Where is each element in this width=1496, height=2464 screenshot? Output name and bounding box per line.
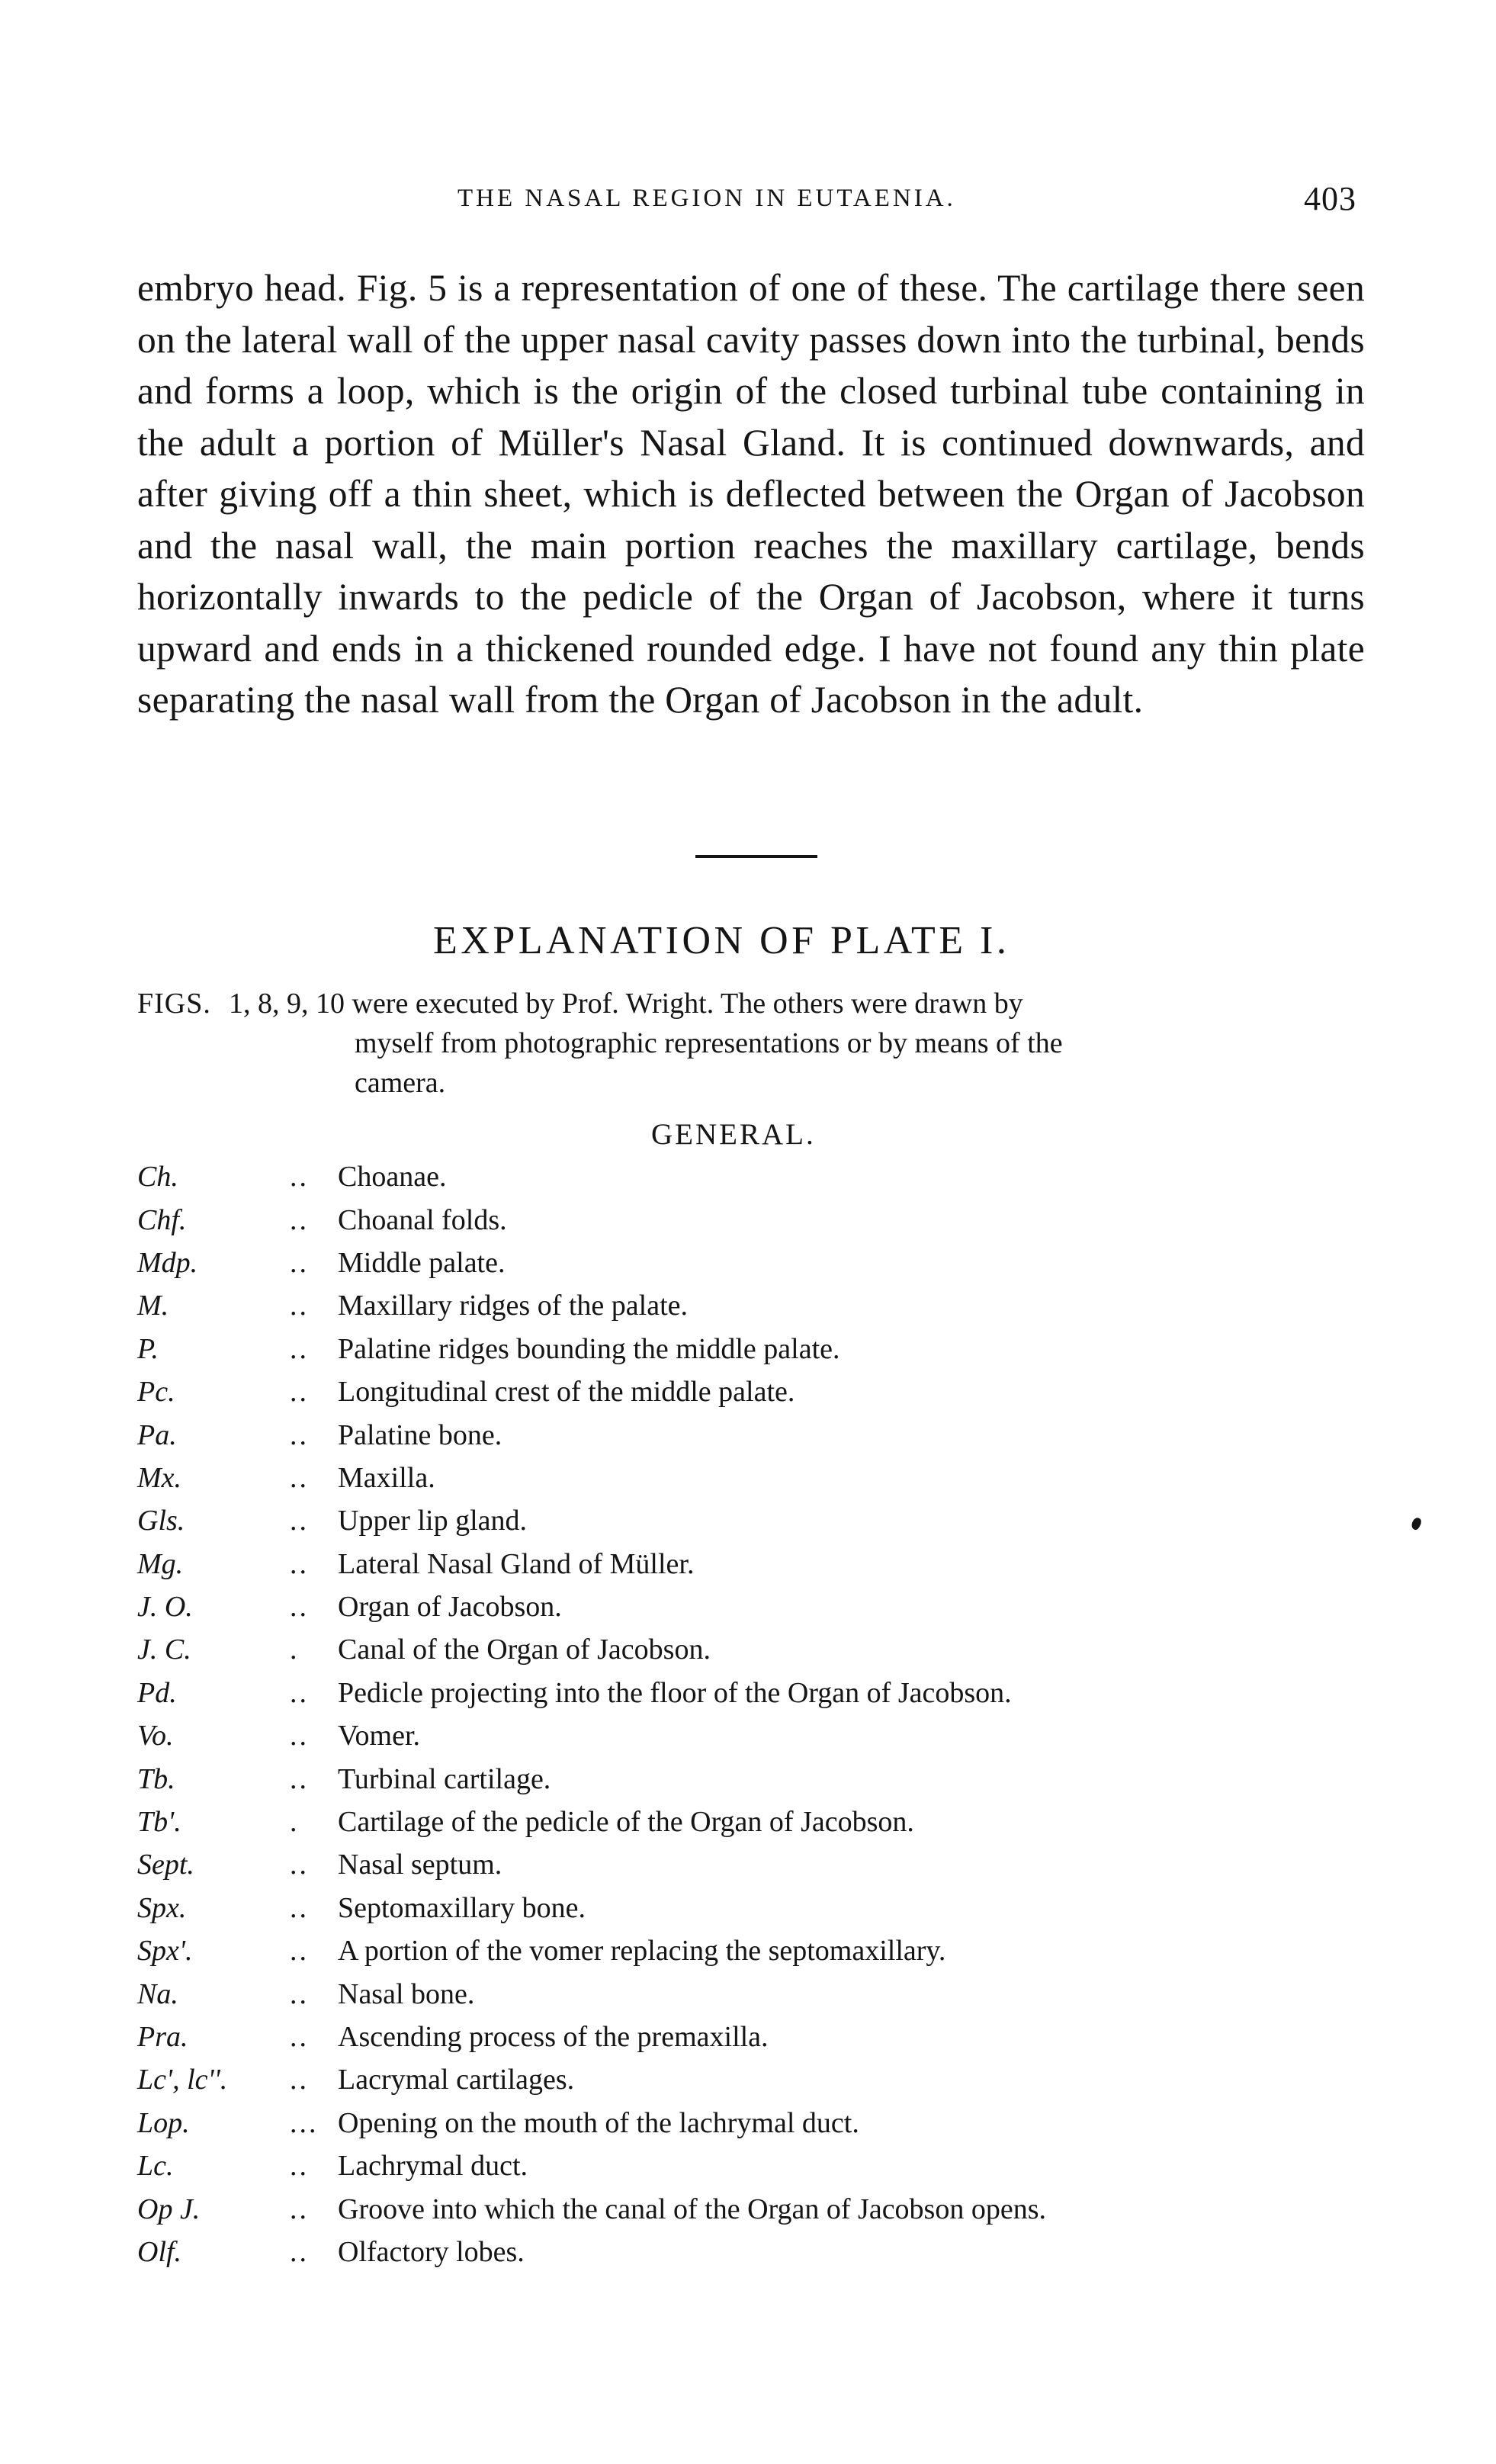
abbreviation-term: Ch. xyxy=(137,1161,178,1193)
running-head: THE NASAL REGION IN EUTAENIA. xyxy=(457,185,956,212)
figures-note-line-1 xyxy=(137,984,1372,1023)
abbreviation-meaning: Opening on the mouth of the lachrymal duct. xyxy=(338,2106,859,2139)
dot-leader: .. xyxy=(290,1891,309,1924)
abbreviation-meaning: Upper lip gland. xyxy=(338,1505,528,1537)
abbreviation-row xyxy=(137,1413,1388,1456)
abbreviation-term: Op J. xyxy=(137,2193,201,2225)
abbreviation-row xyxy=(137,1155,1388,1198)
abbreviation-term: Chf. xyxy=(137,1203,187,1236)
abbreviation-meaning: Nasal bone. xyxy=(338,1977,475,2010)
abbreviation-row xyxy=(137,2102,1388,2144)
dot-leader: .. xyxy=(290,2193,309,2225)
abbreviation-meaning: Groove into which the canal of the Organ of Jacobson opens. xyxy=(338,2193,1046,2225)
abbreviation-term: Lop. xyxy=(137,2106,190,2139)
abbreviation-meaning: Septomaxillary bone. xyxy=(338,1891,586,1924)
dot-leader: .. xyxy=(290,1461,309,1494)
dot-leader: .. xyxy=(290,2235,309,2268)
abbreviation-row xyxy=(137,1672,1388,1714)
abbreviation-meaning: Canal of the Organ of Jacobson. xyxy=(338,1634,711,1666)
abbreviation-term: M. xyxy=(137,1290,169,1322)
abbreviation-row xyxy=(137,1284,1388,1327)
body-paragraph: embryo head. Fig. 5 is a representation of one of these. The cartilage there seen on the lateral wall of the upper nasal cavity passes down into the turbinal, bends and forms a loop, which is the origin of the closed turbinal tube containing in the adult a portion of Müller's Nasal Gland. It is continued downwards, and after giving off a thin sheet, which is deflected between the Organ of Jacobson and the nasal wall, the main portion reaches the maxillary cartilage, bends horizontally inwards to the pedicle of the Organ of Jacobson, where it turns upward and ends in a thickened rounded edge. I have not found any thin plate separating the nasal wall from the Organ of Jacobson in the adult. xyxy=(137,267,1365,721)
dot-leader: .. xyxy=(290,1547,309,1580)
abbreviation-meaning: Maxilla. xyxy=(338,1461,435,1494)
abbreviation-row xyxy=(137,1328,1388,1370)
abbreviation-meaning: Lachrymal duct. xyxy=(338,2150,528,2183)
abbreviation-row xyxy=(137,1499,1388,1542)
dot-leader: .. xyxy=(290,1505,309,1537)
abbreviation-term: Tb'. xyxy=(137,1806,181,1839)
dot-leader: .. xyxy=(290,1332,309,1365)
dot-leader: .. xyxy=(290,1418,309,1451)
abbreviation-row xyxy=(137,1370,1388,1413)
dot-leader: ... xyxy=(290,2106,319,2139)
abbreviation-term: J. O. xyxy=(137,1591,193,1624)
abbreviation-row xyxy=(137,1887,1388,1929)
abbreviation-meaning: Lateral Nasal Gland of Müller. xyxy=(338,1547,695,1580)
abbreviation-row xyxy=(137,1628,1388,1671)
abbreviation-meaning: Maxillary ridges of the palate. xyxy=(338,1290,689,1322)
dot-leader: .. xyxy=(290,1935,309,1968)
abbreviation-term: Mx. xyxy=(137,1461,182,1494)
dot-leader: .. xyxy=(290,1762,309,1795)
figures-note-line-3: camera. xyxy=(355,1067,446,1099)
abbreviation-row xyxy=(137,1801,1388,1843)
abbreviation-row xyxy=(137,1843,1388,1886)
dot-leader: .. xyxy=(290,2064,309,2096)
abbreviation-row xyxy=(137,1198,1388,1241)
abbreviation-term: Lc. xyxy=(137,2150,174,2183)
dot-leader: .. xyxy=(290,1676,309,1709)
dot-leader: .. xyxy=(290,1290,309,1322)
abbreviation-term: Pc. xyxy=(137,1376,175,1409)
abbreviation-row xyxy=(137,1457,1388,1499)
abbreviation-term: Spx. xyxy=(137,1891,187,1924)
abbreviation-term: J. C. xyxy=(137,1634,191,1666)
abbreviation-term: Lc', lc''. xyxy=(137,2064,228,2096)
abbreviation-term: Olf. xyxy=(137,2235,182,2268)
abbreviation-meaning: Cartilage of the pedicle of the Organ of Jacobson. xyxy=(338,1806,914,1839)
abbreviation-meaning: Organ of Jacobson. xyxy=(338,1591,562,1624)
abbreviation-row xyxy=(137,1757,1388,1800)
abbreviation-term: Mdp. xyxy=(137,1246,198,1279)
dot-leader: .. xyxy=(290,1977,309,2010)
abbreviation-meaning: A portion of the vomer replacing the septomaxillary. xyxy=(338,1935,946,1968)
abbreviation-term: Pd. xyxy=(137,1676,177,1709)
dot-leader: .. xyxy=(290,2150,309,2183)
dot-leader: .. xyxy=(290,1203,309,1236)
abbreviation-term: Vo. xyxy=(137,1720,174,1752)
page-number: 403 xyxy=(1304,180,1356,217)
abbreviation-meaning: Olfactory lobes. xyxy=(338,2235,525,2268)
abbreviation-term: Spx'. xyxy=(137,1935,193,1968)
abbreviation-list xyxy=(137,1155,1388,2273)
figures-note xyxy=(137,984,1372,1103)
dot-leader: .. xyxy=(290,1246,309,1279)
dot-leader: .. xyxy=(290,1161,309,1193)
abbreviation-meaning: Vomer. xyxy=(338,1720,421,1752)
general-subheading: GENERAL. xyxy=(651,1118,816,1151)
abbreviation-term: Pra. xyxy=(137,2021,188,2053)
plate-explanation-title: EXPLANATION OF PLATE I. xyxy=(433,919,1010,962)
dot-leader: .. xyxy=(290,1720,309,1752)
dot-leader: . xyxy=(290,1634,300,1666)
abbreviation-row xyxy=(137,1242,1388,1284)
abbreviation-meaning: Choanal folds. xyxy=(338,1203,507,1236)
abbreviation-row xyxy=(137,1543,1388,1585)
dot-leader: .. xyxy=(290,1591,309,1624)
abbreviation-meaning: Middle palate. xyxy=(338,1246,506,1279)
abbreviation-row xyxy=(137,2058,1388,2101)
abbreviation-term: Pa. xyxy=(137,1418,177,1451)
dot-leader: .. xyxy=(290,1376,309,1409)
abbreviation-term: Gls. xyxy=(137,1505,185,1537)
figures-note-line-2: myself from photographic representations or by means of the xyxy=(355,1027,1063,1059)
figures-note-lead: FIGS. xyxy=(137,988,211,1020)
abbreviation-meaning: Choanae. xyxy=(338,1161,447,1193)
abbreviation-row xyxy=(137,2231,1388,2273)
abbreviation-meaning: Nasal septum. xyxy=(338,1849,502,1881)
figures-note-line-1-text: 1, 8, 9, 10 were executed by Prof. Wright. The others were drawn by xyxy=(229,988,1023,1020)
abbreviation-row xyxy=(137,1972,1388,2015)
dot-leader: .. xyxy=(290,1849,309,1881)
abbreviation-meaning: Pedicle projecting into the floor of the Organ of Jacobson. xyxy=(338,1676,1012,1709)
abbreviation-meaning: Palatine ridges bounding the middle palate. xyxy=(338,1332,840,1365)
abbreviation-meaning: Lacrymal cartilages. xyxy=(338,2064,575,2096)
abbreviation-term: Na. xyxy=(137,1977,178,2010)
abbreviation-row xyxy=(137,2187,1388,2230)
ink-speck xyxy=(1410,1516,1423,1531)
abbreviation-meaning: Palatine bone. xyxy=(338,1418,502,1451)
abbreviation-term: P. xyxy=(137,1332,159,1365)
abbreviation-row xyxy=(137,1714,1388,1757)
abbreviation-row xyxy=(137,1585,1388,1628)
dot-leader: . xyxy=(290,1806,300,1839)
abbreviation-meaning: Ascending process of the premaxilla. xyxy=(338,2021,769,2053)
abbreviation-term: Tb. xyxy=(137,1762,175,1795)
section-divider-rule xyxy=(695,855,817,858)
abbreviation-meaning: Turbinal cartilage. xyxy=(338,1762,551,1795)
abbreviation-row xyxy=(137,2144,1388,2187)
abbreviation-term: Mg. xyxy=(137,1547,184,1580)
dot-leader: .. xyxy=(290,2021,309,2053)
abbreviation-row xyxy=(137,1929,1388,1972)
abbreviation-row xyxy=(137,2016,1388,2058)
abbreviation-meaning: Longitudinal crest of the middle palate. xyxy=(338,1376,795,1409)
abbreviation-term: Sept. xyxy=(137,1849,194,1881)
